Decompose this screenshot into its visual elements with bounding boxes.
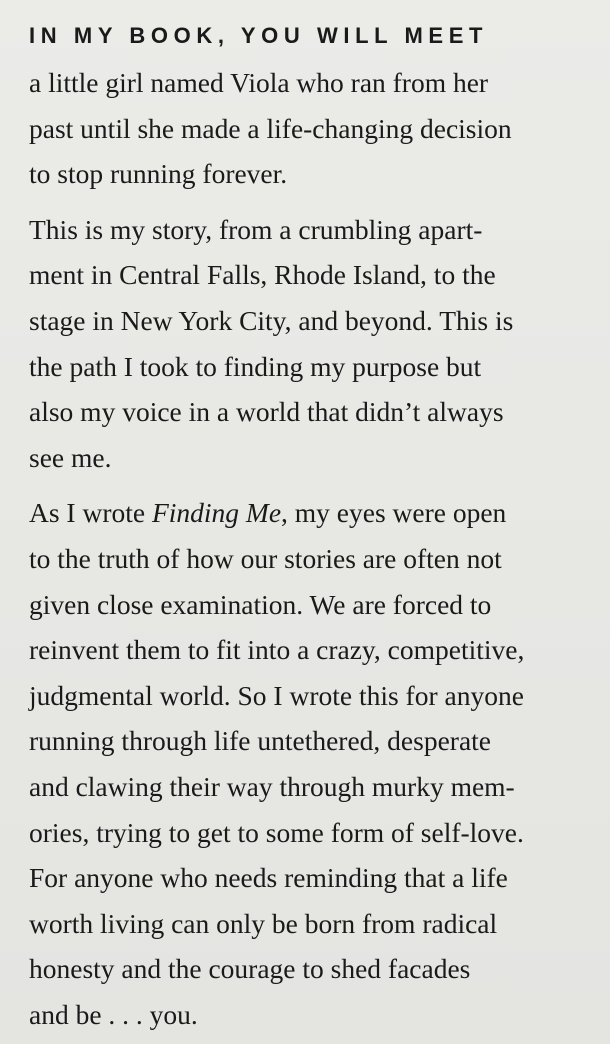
- text-line: see me.: [29, 441, 112, 473]
- paragraph-gap: [29, 480, 610, 490]
- text-line: reinvent them to fit into a crazy, competitive,: [29, 634, 525, 666]
- paragraph-gap: [29, 197, 610, 207]
- paragraph-finding-me: [29, 490, 610, 1037]
- text-line: the path I took to finding my purpose but: [29, 350, 482, 382]
- text-line: This is my story, from a crumbling apart-: [29, 213, 483, 245]
- text-line: a little girl named Viola who ran from her: [29, 67, 489, 98]
- text-line: past until she made a life-changing decision: [29, 112, 512, 144]
- text-fragment: , my eyes were open: [281, 497, 507, 529]
- text-line: ment in Central Falls, Rhode Island, to the: [29, 259, 496, 291]
- text-line: stage in New York City, and beyond. This is: [29, 304, 514, 336]
- book-title: Finding Me: [151, 497, 282, 529]
- paragraph-intro: [29, 18, 610, 197]
- text-line: to stop running forever.: [29, 158, 288, 190]
- text-line: also my voice in a world that didn’t always: [29, 396, 504, 428]
- text-line-with-title: [29, 490, 610, 536]
- text-line: to the truth of how our stories are often not: [29, 542, 502, 574]
- paragraph-story: [29, 207, 610, 481]
- text-line: running through life untethered, desperate: [29, 725, 491, 757]
- text-line: given close examination. We are forced to: [29, 588, 492, 620]
- text-line: and be . . . you.: [29, 998, 198, 1030]
- text-line: honesty and the courage to shed facades: [29, 953, 471, 985]
- text-line: For anyone who needs reminding that a life: [29, 862, 508, 894]
- text-line: worth living can only be born from radical: [29, 907, 498, 939]
- text-line: and clawing their way through murky mem-: [29, 770, 515, 802]
- text-line: ories, trying to get to some form of self-love.: [29, 816, 524, 848]
- text-line: judgmental world. So I wrote this for anyone: [29, 679, 524, 711]
- opening-heading-line: IN MY BOOK, YOU WILL MEET: [29, 23, 489, 48]
- text-fragment: As I wrote: [29, 497, 152, 529]
